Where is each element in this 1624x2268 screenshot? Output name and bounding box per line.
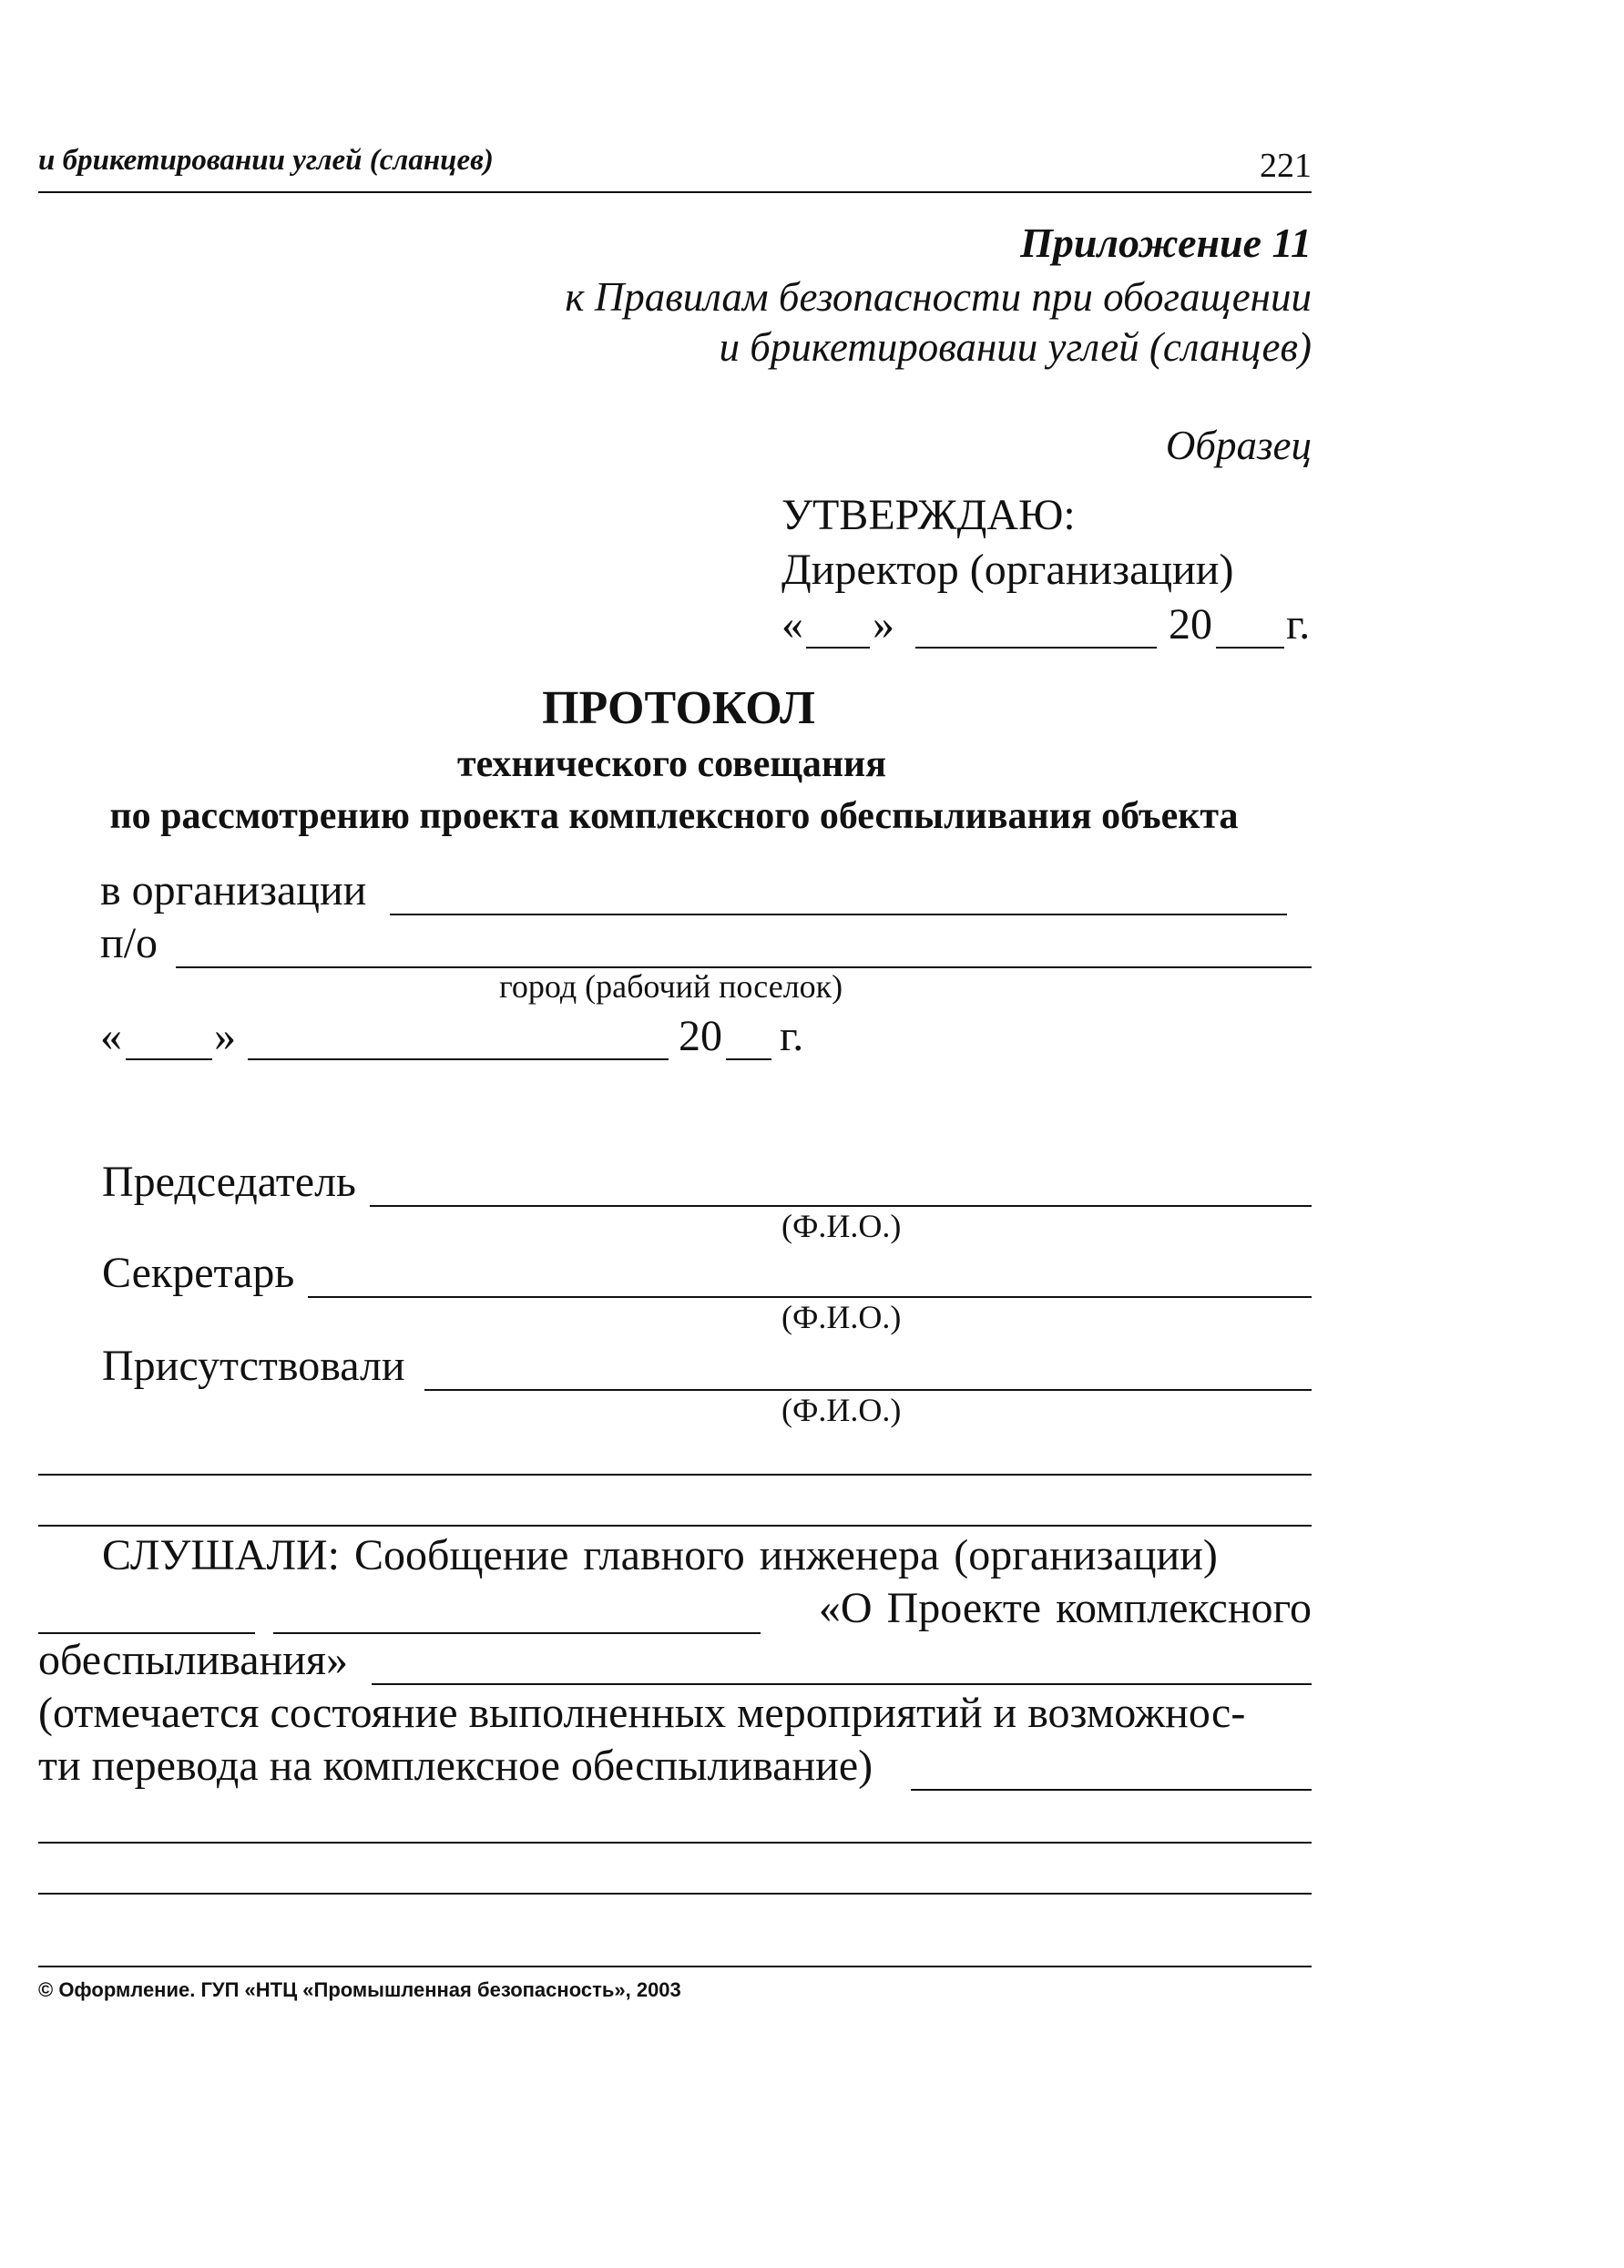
attendees-fio-caption: (Ф.И.О.) <box>781 1392 902 1428</box>
meeting-year-prefix: 20 <box>679 1012 722 1060</box>
approval-year-blank <box>1216 647 1284 649</box>
heard-line-5-head: ти перевода на комплексное обеспыливание) <box>38 1742 873 1790</box>
heard-extra-line-1 <box>38 1842 1312 1844</box>
approval-year-suffix: г. <box>1286 600 1311 649</box>
secretary-fio-caption: (Ф.И.О.) <box>781 1299 902 1335</box>
heard-line-2-tail: «О Проекте комплексного <box>818 1584 1312 1632</box>
approval-date-close-quote: » <box>873 600 894 649</box>
heard-line-1: СЛУШАЛИ: Сообщение главного инженера (организации) <box>102 1531 1218 1579</box>
protocol-subtitle-2: по рассмотрению проекта комплексного обеспыливания объекта <box>109 795 1239 837</box>
approval-year-prefix: 20 <box>1169 600 1212 649</box>
appendix-line-1: к Правилам безопасности при обогащении <box>565 274 1312 320</box>
city-caption: город (рабочий поселок) <box>499 968 843 1005</box>
attendees-label: Присутствовали <box>102 1342 405 1390</box>
heard-name-blank-1 <box>38 1632 255 1634</box>
approval-heading: УТВЕРЖДАЮ: <box>781 491 1076 539</box>
chairman-label: Председатель <box>102 1158 356 1206</box>
footer-copyright: © Оформление. ГУП «НТЦ «Промышленная безопасность», 2003 <box>38 1978 681 2001</box>
organization-label: в организации <box>100 866 367 914</box>
meeting-month-blank <box>248 1058 669 1060</box>
meeting-year-blank <box>726 1058 771 1060</box>
protocol-title: ПРОТОКОЛ <box>542 682 815 734</box>
meeting-year-suffix: г. <box>780 1012 804 1060</box>
meeting-date-close-quote: » <box>214 1012 236 1060</box>
heard-name-blank-2 <box>273 1632 761 1634</box>
heard-extra-line-2 <box>38 1893 1312 1895</box>
attendees-extra-line-1 <box>38 1474 1312 1476</box>
heard-line-4: (отмечается состояние выполненных мероприятий и возможнос- <box>38 1689 1246 1737</box>
approval-month-blank <box>915 647 1157 649</box>
heard-notes-blank <box>911 1789 1312 1791</box>
header-rule <box>38 191 1312 193</box>
protocol-subtitle-1: технического совещания <box>457 743 886 785</box>
po-label: п/о <box>100 919 158 967</box>
appendix-title: Приложение 11 <box>1020 220 1312 266</box>
running-header: и брикетировании углей (сланцев) <box>38 144 494 177</box>
organization-blank <box>390 914 1287 915</box>
approval-position: Директор (организации) <box>781 546 1234 594</box>
secretary-label: Секретарь <box>102 1249 295 1297</box>
appendix-line-2: и брикетировании углей (сланцев) <box>719 324 1312 370</box>
approval-day-blank <box>806 647 870 649</box>
chairman-fio-caption: (Ф.И.О.) <box>781 1208 902 1244</box>
sample-label: Образец <box>1165 423 1312 468</box>
footer-rule <box>38 1966 1312 1967</box>
approval-date-open-quote: « <box>781 600 803 649</box>
attendees-extra-line-2 <box>38 1525 1312 1527</box>
page-number: 221 <box>1260 147 1312 185</box>
heard-subject-blank <box>372 1683 1312 1685</box>
meeting-date-open-quote: « <box>100 1012 122 1060</box>
heard-line-3-head: обеспыливания» <box>38 1636 348 1684</box>
meeting-day-blank <box>126 1058 212 1060</box>
